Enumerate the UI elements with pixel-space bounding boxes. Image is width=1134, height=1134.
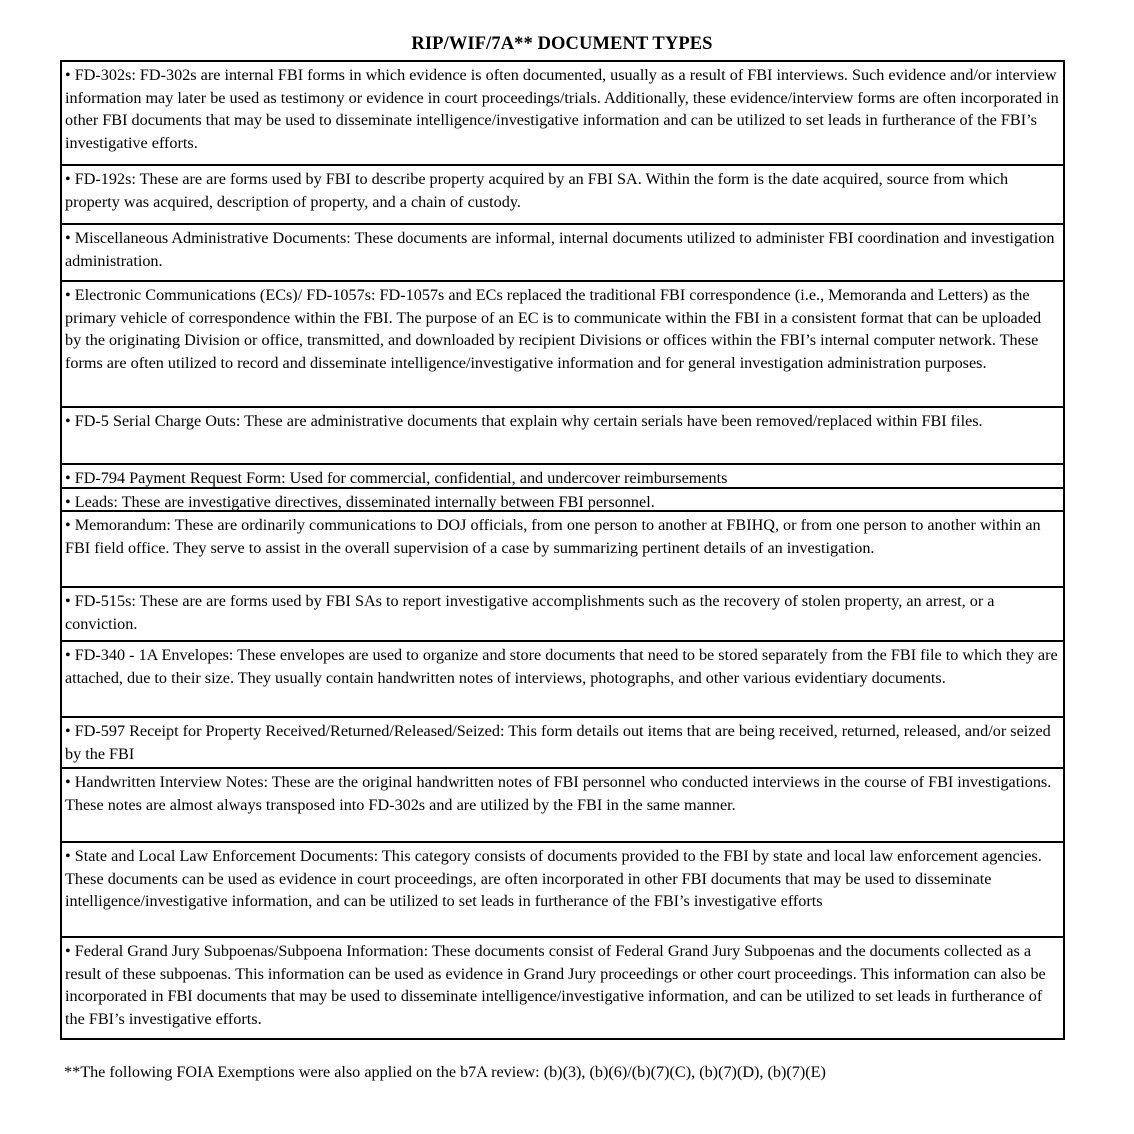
- table-row-handwritten-notes: • Handwritten Interview Notes: These are the original handwritten notes of FBI personnel who conducted interviews in the course of FBI investigations. These notes are almost always transposed into FD-302s and are utilized by the FBI in the same manner.: [62, 769, 1063, 843]
- document-types-table: [60, 60, 1065, 1040]
- table-row-fd794: • FD-794 Payment Request Form: Used for commercial, confidential, and undercover reimbursements: [62, 465, 1063, 489]
- table-row-electronic-communications: • Electronic Communications (ECs)/ FD-1057s: FD-1057s and ECs replaced the traditional FBI correspondence (i.e., Memoranda and Letters) as the primary vehicle of correspondence within the FBI. The purpose of an EC is to communicate within the FBI in a consistent format that can be uploaded by the originating Division or office, transmitted, and downloaded by recipient Divisions or offices within the FBI’s internal computer network. These forms are often utilized to record and disseminate intelligence/investigative information and for general investigation administration purposes.: [62, 282, 1063, 408]
- table-row-leads: • Leads: These are investigative directives, disseminated internally between FBI personnel.: [62, 489, 1063, 512]
- table-row-fd192: • FD-192s: These are are forms used by FBI to describe property acquired by an FBI SA. Within the form is the date acquired, source from which property was acquired, description of property, and a chain of custody.: [62, 166, 1063, 225]
- table-row-memorandum: • Memorandum: These are ordinarily communications to DOJ officials, from one person to another at FBIHQ, or from one person to another within an FBI field office. They serve to assist in the overall supervision of a case by summarizing pertinent details of an investigation.: [62, 512, 1063, 588]
- table-row-misc-admin: • Miscellaneous Administrative Documents: These documents are informal, internal documents utilized to administer FBI coordination and investigation administration.: [62, 225, 1063, 282]
- table-row-state-local: • State and Local Law Enforcement Documents: This category consists of documents provided to the FBI by state and local law enforcement agencies. These documents can be used as evidence in court proceedings, are often incorporated in other FBI documents that may be used to disseminate intelligence/investigative information, and can be utilized to set leads in furtherance of the FBI’s investigative efforts: [62, 843, 1063, 938]
- table-row-fd597: • FD-597 Receipt for Property Received/Returned/Released/Seized: This form details out items that are being received, returned, released, and/or seized by the FBI: [62, 718, 1063, 769]
- table-row-fd515: • FD-515s: These are are forms used by FBI SAs to report investigative accomplishments such as the recovery of stolen property, an arrest, or a conviction.: [62, 588, 1063, 642]
- table-row-fd340: • FD-340 - 1A Envelopes: These envelopes are used to organize and store documents that need to be stored separately from the FBI file to which they are attached, due to their size. They usually contain handwritten notes of interviews, photographs, and other various evidentiary documents.: [62, 642, 1063, 718]
- document-title: RIP/WIF/7A** DOCUMENT TYPES: [411, 34, 713, 54]
- table-row-fd302: • FD-302s: FD-302s are internal FBI forms in which evidence is often documented, usually as a result of FBI interviews. Such evidence and/or interview information may later be used as testimony or evidence in court proceedings/trials. Additionally, these evidence/interview forms are often incorporated in other FBI documents that may be used to disseminate intelligence/investigative information and can be utilized to set leads in furtherance of the FBI’s investigative efforts.: [62, 62, 1063, 166]
- table-row-fd5: • FD-5 Serial Charge Outs: These are administrative documents that explain why certain serials have been removed/replaced within FBI files.: [62, 408, 1063, 465]
- footnote: **The following FOIA Exemptions were also applied on the b7A review: (b)(3), (b)(6)/(b)(7)(C), (b)(7)(D), (b)(7)(E): [64, 1063, 826, 1081]
- table-row-grand-jury: • Federal Grand Jury Subpoenas/Subpoena Information: These documents consist of Federal Grand Jury Subpoenas and the documents collected as a result of these subpoenas. This information can be used as evidence in Grand Jury proceedings or other court proceedings. This information can also be incorporated in FBI documents that may be used to disseminate intelligence/investigative information, and can be utilized to set leads in furtherance of the FBI’s investigative efforts.: [65, 942, 1046, 1029]
